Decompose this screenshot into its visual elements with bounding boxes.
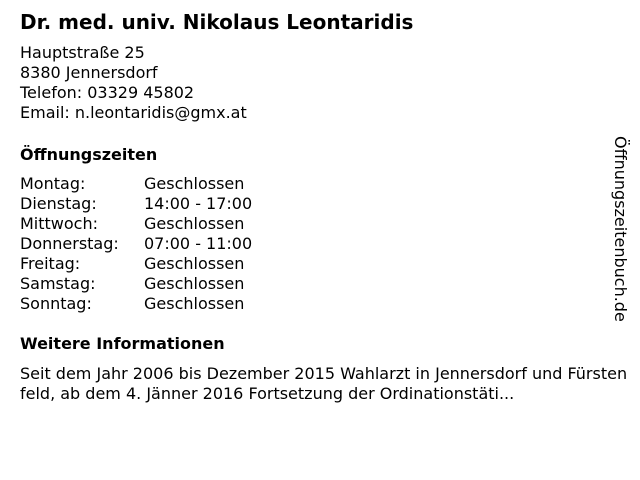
doctor-name: Dr. med. univ. Nikolaus Leontaridis [20,10,414,34]
hours-row-wednesday [20,214,252,234]
brand-watermark: Öffnungszeitenbuch.de [611,136,630,322]
hours-row-monday [20,174,252,194]
city-address: 8380 Jennersdorf [20,63,158,82]
hours-time: Geschlossen [144,174,245,193]
hours-time: Geschlossen [144,214,245,233]
opening-hours-table [20,174,252,314]
hours-row-saturday [20,274,252,294]
opening-hours-heading: Öffnungszeiten [20,145,158,164]
hours-time: 07:00 - 11:00 [144,234,253,253]
hours-day: Dienstag: [20,194,97,213]
hours-day: Mittwoch: [20,214,98,233]
hours-time: Geschlossen [144,254,245,273]
street-address: Hauptstraße 25 [20,43,145,62]
hours-day: Montag: [20,174,86,193]
hours-time: Geschlossen [144,274,245,293]
hours-day: Sonntag: [20,294,92,313]
phone-number: Telefon: 03329 45802 [20,83,195,102]
hours-day: Freitag: [20,254,81,273]
hours-row-friday [20,254,252,274]
more-info-heading: Weitere Informationen [20,334,225,353]
email-address: Email: n.leontaridis@gmx.at [20,103,247,122]
hours-row-thursday [20,234,252,254]
hours-time: Geschlossen [144,294,245,313]
hours-row-tuesday [20,194,252,214]
more-info-text: Seit dem Jahr 2006 bis Dezember 2015 Wahlarzt in Jennersdorf und Fürstenfeld, ab dem 4. Jänner 2016 Fortsetzung der Ordinationstäti... [20,364,628,403]
hours-day: Donnerstag: [20,234,119,253]
address-block [20,43,247,123]
hours-day: Samstag: [20,274,96,293]
hours-row-sunday [20,294,252,314]
hours-time: 14:00 - 17:00 [144,194,253,213]
